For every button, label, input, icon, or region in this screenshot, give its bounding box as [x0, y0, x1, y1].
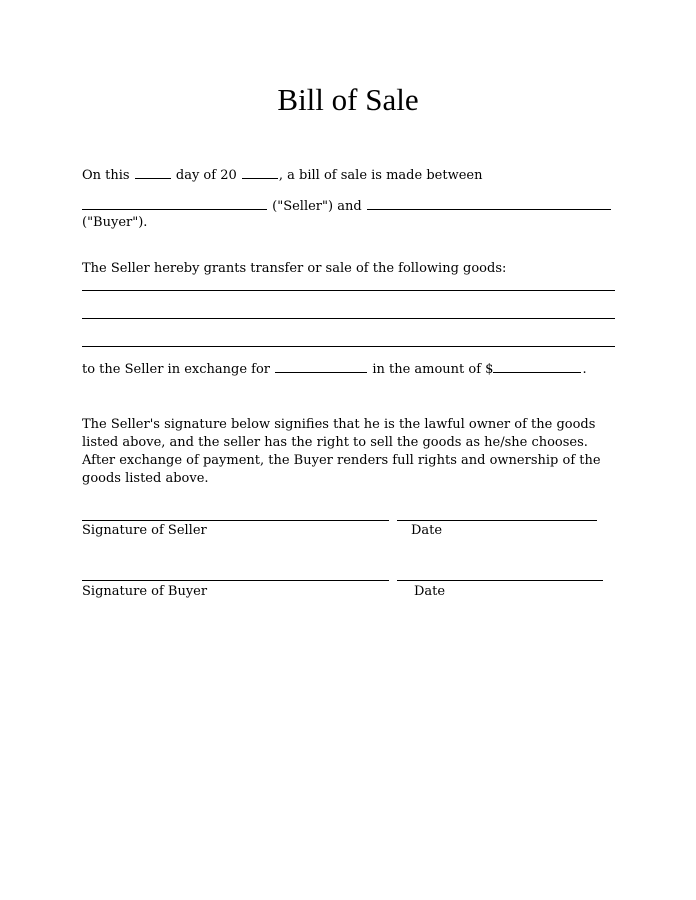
buyer-tag: ("Buyer"). — [82, 215, 148, 230]
date-line-text-3: , a bill of sale is made between — [278, 168, 483, 183]
document-title: Bill of Sale — [277, 82, 419, 117]
exchange-item-blank[interactable] — [275, 361, 367, 373]
amount-blank[interactable] — [493, 361, 581, 373]
goods-line-3[interactable] — [82, 346, 615, 347]
goods-line-1[interactable] — [82, 290, 615, 291]
year-blank[interactable] — [242, 167, 278, 179]
date-line-text-1: On this — [82, 168, 130, 183]
goods-line-2[interactable] — [82, 318, 615, 319]
date-line — [82, 167, 482, 185]
exchange-text-2: in the amount of $ — [372, 362, 494, 377]
seller-signature-line[interactable] — [82, 520, 389, 521]
seller-signature-label: Signature of Seller — [82, 523, 207, 538]
buyer-signature-line[interactable] — [82, 580, 389, 581]
date-line-text-2: day of 20 — [175, 168, 237, 183]
exchange-text-1: to the Seller in exchange for — [82, 362, 271, 377]
buyer-date-label: Date — [414, 584, 446, 599]
exchange-line — [82, 361, 587, 379]
seller-tag: ("Seller") and — [272, 199, 362, 214]
signature-paragraph: The Seller's signature below signifies that he is the lawful owner of the goods listed above, and the seller has the right to sell the goods as he/she chooses. After exchange of payment, the Buyer renders full rights and ownership of the goods listed above. — [82, 417, 601, 486]
parties-line — [82, 198, 612, 216]
buyer-name-blank[interactable] — [367, 198, 611, 210]
seller-date-line[interactable] — [397, 520, 597, 521]
day-blank[interactable] — [135, 167, 171, 179]
seller-date-label: Date — [411, 523, 443, 538]
seller-name-blank[interactable] — [82, 198, 267, 210]
buyer-date-line[interactable] — [397, 580, 603, 581]
exchange-text-3: . — [582, 362, 587, 377]
goods-intro: The Seller hereby grants transfer or sale of the following goods: — [82, 261, 507, 276]
buyer-signature-label: Signature of Buyer — [82, 584, 208, 599]
